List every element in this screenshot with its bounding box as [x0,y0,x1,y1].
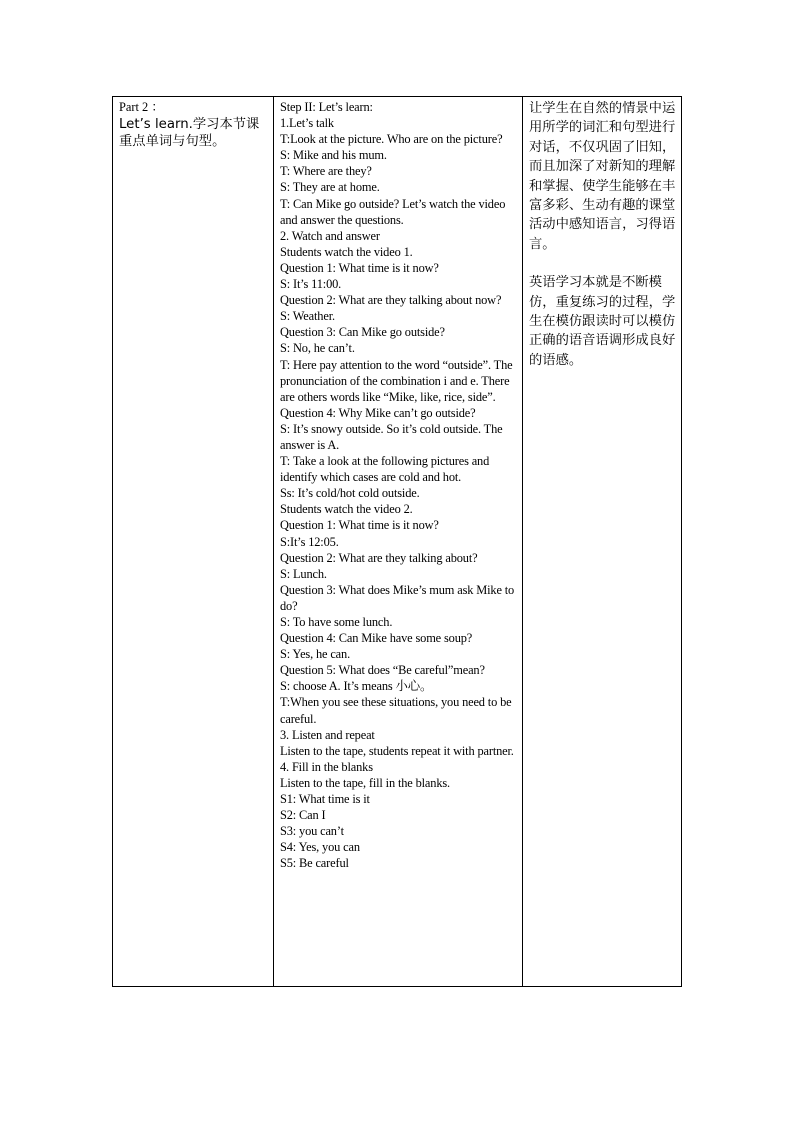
procedure-line: Students watch the video 1. [280,244,413,259]
procedure-line: T: Where are they? [280,164,372,179]
procedure-line: Question 2: What are they talking about now? [280,293,502,308]
procedure-line: Step II: Let’s learn: [280,100,373,114]
procedure-line: T: Take a look at the following pictures and identify which cases are cold and hot. [280,454,490,485]
teaching-procedure-cell [274,97,523,987]
procedure-line: S: Weather. [280,309,335,324]
section-cell [113,97,274,987]
intent-paragraph-1: 让学生在自然的情景中运用所学的词汇和句型进行对话，不仅巩固了旧知，而且加深了对新知的理解和掌握、使学生能够在丰富多彩、生动有趣的课堂活动中感知语言，习得语言。 [529,101,676,252]
section-title: Part 2 ： [119,100,164,114]
procedure-line: Students watch the video 2. [280,502,413,517]
procedure-line: S1: What time is it [280,792,370,807]
procedure-line: S: It’s 11:00. [280,277,342,292]
procedure-line: Question 1: What time is it now? [280,518,439,533]
procedure-line: Listen to the tape, fill in the blanks. [280,775,450,790]
procedure-line: T: Can Mike go outside? Let’s watch the video and answer the questions. [280,196,506,227]
procedure-line: Question 2: What are they talking about? [280,550,478,565]
procedure-line: Listen to the tape, students repeat it with partner. [280,743,514,758]
procedure-line: S4: Yes, you can [280,840,360,855]
procedure-line: Question 3: What does Mike’s mum ask Mike to do? [280,582,515,613]
intent-paragraph-2: 英语学习本就是不断模仿，重复练习的过程，学生在模仿跟读时可以模仿正确的语音语调形成良好的语感。 [529,275,676,368]
procedure-line: Ss: It’s cold/hot cold outside. [280,486,420,501]
procedure-line: T: Here pay attention to the word “outside”. The pronunciation of the combination i and e. There are others words like “Mike, like, rice, side”. [280,357,513,404]
design-intent-cell [523,97,682,987]
procedure-line: S2: Can I [280,808,326,823]
procedure-line: T:When you see these situations, you need to be careful. [280,695,512,726]
procedure-line: S: Lunch. [280,566,327,581]
procedure-line: 3. Listen and repeat [280,727,375,742]
procedure-line: S: It’s snowy outside. So it’s cold outside. The answer is A. [280,421,503,452]
procedure-line: S: Mike and his mum. [280,148,387,163]
table-row [113,97,682,987]
procedure-line: S:It’s 12:05. [280,534,339,549]
procedure-line: S: Yes, he can. [280,647,351,662]
procedure-line: Question 4: Why Mike can’t go outside? [280,405,476,420]
procedure-line: 1.Let’s talk [280,116,334,131]
procedure-line: Question 3: Can Mike go outside? [280,325,445,340]
section-description: Let’s learn.学习本节课重点单词与句型。 [119,117,260,149]
procedure-line: 2. Watch and answer [280,228,380,243]
lesson-plan-table [112,96,682,987]
procedure-line: Question 1: What time is it now? [280,260,439,275]
procedure-line: S5: Be careful [280,856,349,871]
procedure-line: T:Look at the picture. Who are on the picture? [280,132,503,147]
procedure-line: Question 4: Can Mike have some soup? [280,631,473,646]
procedure-line: S: They are at home. [280,180,380,195]
procedure-line: Question 5: What does “Be careful”mean? [280,663,485,678]
procedure-line: S: choose A. It’s means 小心。 [280,679,433,694]
procedure-line: S: To have some lunch. [280,615,393,629]
procedure-line: S: No, he can’t. [280,341,355,356]
procedure-line: S3: you can’t [280,824,344,839]
procedure-line: 4. Fill in the blanks [280,759,373,774]
